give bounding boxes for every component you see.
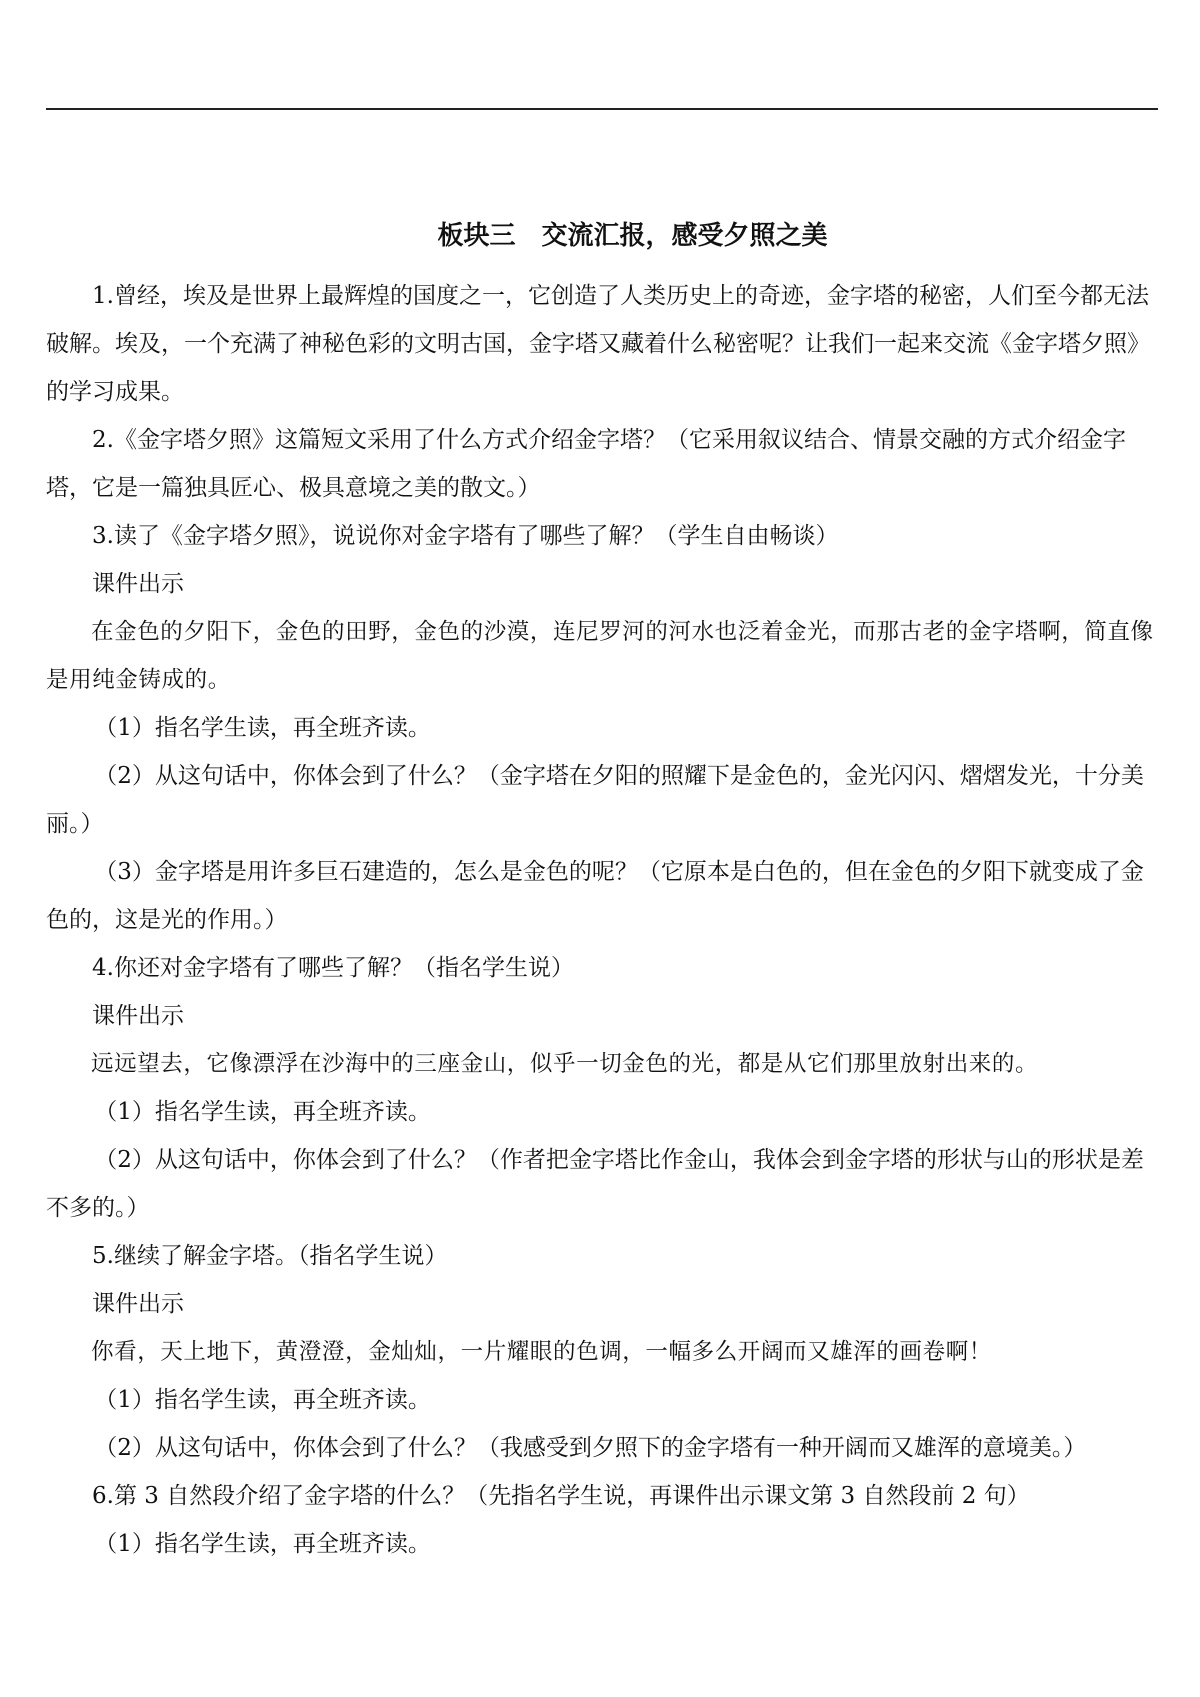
courseware-quote: 远远望去，它像漂浮在沙海中的三座金山，似乎一切金色的光，都是从它们那里放射出来的。 [91, 1051, 1039, 1077]
section-title: 板块三 交流汇报，感受夕照之美 [437, 221, 828, 251]
header-rule [46, 108, 1158, 110]
paragraph: 课件出示 [92, 571, 184, 597]
courseware-quote: 在金色的夕阳下，金色的田野，金色的沙漠，连尼罗河的河水也泛着金光，而那古老的金字塔啊，简直像是用纯金铸成的。 [46, 619, 1154, 693]
document-body [46, 272, 1158, 1568]
paragraph: 4.你还对金字塔有了哪些了解？（指名学生说） [92, 955, 574, 981]
paragraph: 1.曾经，埃及是世界上最辉煌的国度之一，它创造了人类历史上的奇迹，金字塔的秘密，人们至今都无法破解。埃及，一个充满了神秘色彩的文明古国，金字塔又藏着什么秘密呢？让我们一起来交流《金字塔夕照》的学习成果。 [46, 283, 1150, 405]
sub-item: （1）指名学生读，再全班齐读。 [94, 1099, 431, 1125]
sub-item: （2）从这句话中，你体会到了什么？（我感受到夕照下的金字塔有一种开阔而又雄浑的意境美。） [94, 1435, 1087, 1461]
paragraph: 6.第 3 自然段介绍了金字塔的什么？（先指名学生说，再课件出示课文第 3 自然段前 2 句） [92, 1483, 1030, 1509]
sub-item: （2）从这句话中，你体会到了什么？（金字塔在夕阳的照耀下是金色的，金光闪闪、熠熠发光，十分美丽。） [46, 763, 1144, 837]
paragraph: 课件出示 [92, 1291, 184, 1317]
paragraph: 5.继续了解金字塔。（指名学生说） [92, 1243, 448, 1269]
paragraph: 3.读了《金字塔夕照》，说说你对金字塔有了哪些了解？（学生自由畅谈） [92, 523, 839, 549]
paragraph: 课件出示 [92, 1003, 184, 1029]
sub-item: （3）金字塔是用许多巨石建造的，怎么是金色的呢？（它原本是白色的，但在金色的夕阳下就变成了金色的，这是光的作用。） [46, 859, 1144, 933]
sub-item: （1）指名学生读，再全班齐读。 [94, 715, 431, 741]
courseware-quote: 你看，天上地下，黄澄澄，金灿灿，一片耀眼的色调，一幅多么开阔而又雄浑的画卷啊！ [91, 1339, 992, 1365]
paragraph: 2.《金字塔夕照》这篇短文采用了什么方式介绍金字塔？（它采用叙议结合、情景交融的方式介绍金字塔，它是一篇独具匠心、极具意境之美的散文。） [46, 427, 1126, 501]
sub-item: （1）指名学生读，再全班齐读。 [94, 1531, 431, 1557]
sub-item: （1）指名学生读，再全班齐读。 [94, 1387, 431, 1413]
sub-item: （2）从这句话中，你体会到了什么？（作者把金字塔比作金山，我体会到金字塔的形状与山的形状是差不多的。） [46, 1147, 1144, 1221]
